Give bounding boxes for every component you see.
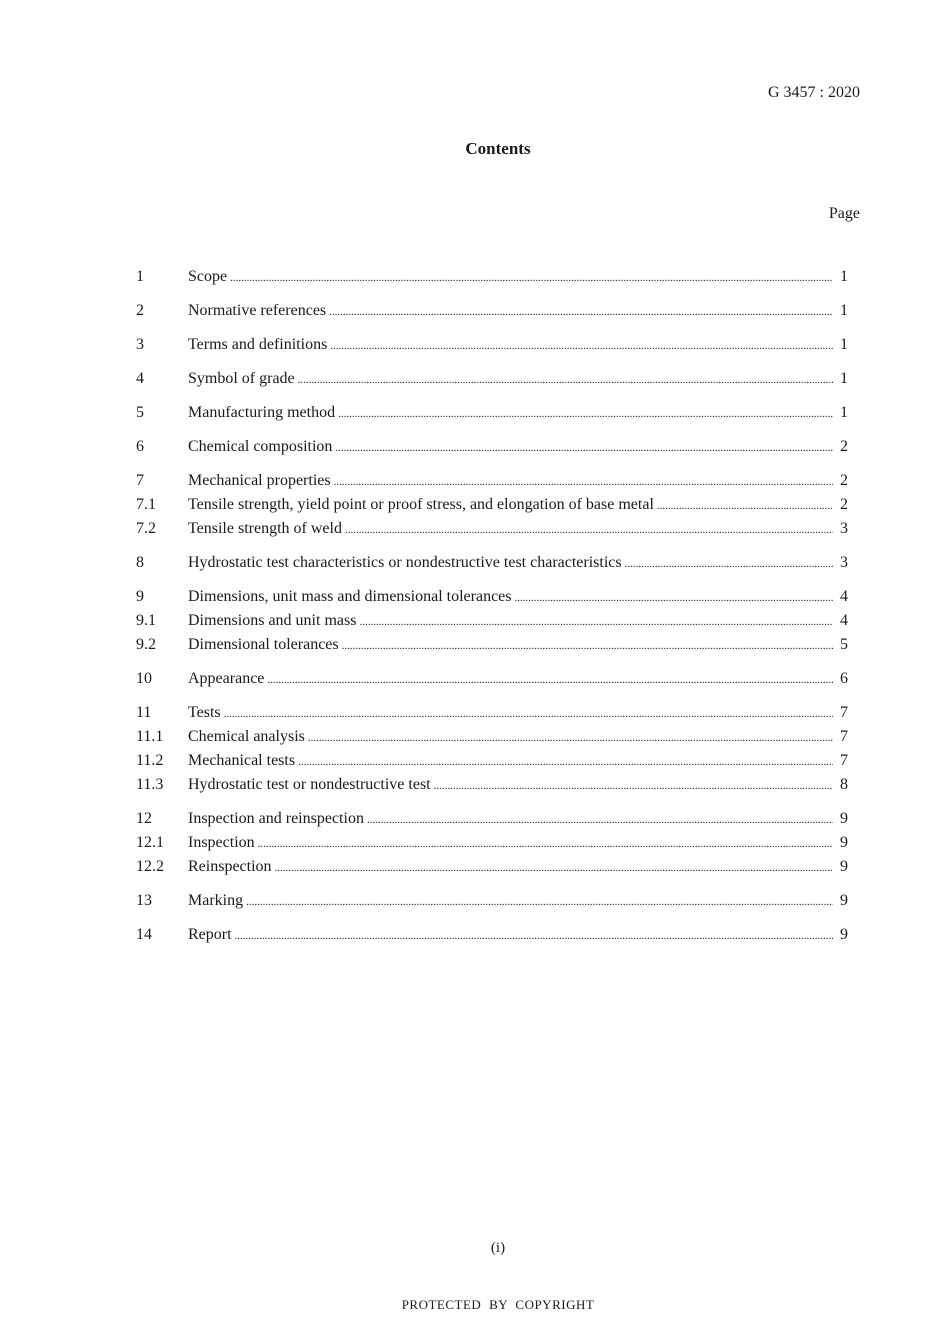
- toc-entry-number: 14: [136, 926, 152, 943]
- dot-leader: [275, 855, 833, 880]
- toc-entry-title[interactable]: Tensile strength of weld: [188, 520, 342, 537]
- toc-entry-number: 12.2: [136, 858, 164, 875]
- toc-entry[interactable]: [136, 299, 848, 323]
- dot-leader: [334, 469, 833, 494]
- toc-entry-page: 1: [840, 404, 848, 421]
- toc-entry[interactable]: [136, 701, 848, 725]
- toc-entry[interactable]: [136, 333, 848, 357]
- toc-entry-title[interactable]: Mechanical properties: [188, 472, 331, 489]
- toc-entry-number: 7: [136, 472, 144, 489]
- toc-entry[interactable]: [136, 889, 848, 913]
- dot-leader: [335, 435, 833, 460]
- toc-entry-title[interactable]: Report: [188, 926, 232, 943]
- toc-entry-title[interactable]: Appearance: [188, 670, 265, 687]
- dot-leader: [342, 633, 833, 658]
- toc-entry-title[interactable]: Dimensions and unit mass: [188, 612, 357, 629]
- toc-entry-page: 9: [840, 926, 848, 943]
- dot-leader: [258, 831, 833, 856]
- toc-entry-page: 1: [840, 302, 848, 319]
- toc-entry-number: 9.1: [136, 612, 156, 629]
- page-title: Contents: [465, 139, 531, 158]
- dot-leader: [657, 493, 833, 518]
- toc-entry-title[interactable]: Reinspection: [188, 858, 272, 875]
- toc-entry-page: 2: [840, 438, 848, 455]
- standard-code: G 3457 : 2020: [768, 84, 860, 101]
- dot-leader: [625, 551, 833, 576]
- dot-leader: [329, 299, 833, 324]
- toc-entry-page: 9: [840, 858, 848, 875]
- toc-entry-number: 8: [136, 554, 144, 571]
- dot-leader: [330, 333, 833, 358]
- dot-leader: [298, 749, 833, 774]
- toc-entry-title[interactable]: Tests: [188, 704, 221, 721]
- toc-entry-page: 7: [840, 704, 848, 721]
- toc-entry-title[interactable]: Chemical analysis: [188, 728, 305, 745]
- toc-entry-page: 4: [840, 588, 848, 605]
- toc-entry-title[interactable]: Terms and definitions: [188, 336, 328, 353]
- toc-entry[interactable]: [136, 469, 848, 493]
- toc-entry[interactable]: [136, 831, 848, 855]
- toc-entry[interactable]: [136, 807, 848, 831]
- toc-entry-title[interactable]: Chemical composition: [188, 438, 333, 455]
- toc-entry-page: 4: [840, 612, 848, 629]
- dot-leader: [267, 667, 833, 692]
- toc-entry-page: 2: [840, 496, 848, 513]
- toc-entry-title[interactable]: Hydrostatic test or nondestructive test: [188, 776, 431, 793]
- toc-entry-number: 11: [136, 704, 152, 721]
- dot-leader: [308, 725, 833, 750]
- toc-entry-title[interactable]: Inspection: [188, 834, 255, 851]
- footer-page-number: (i): [490, 1240, 506, 1256]
- toc-entry-page: 9: [840, 810, 848, 827]
- toc-entry-title[interactable]: Dimensional tolerances: [188, 636, 339, 653]
- toc-entry-page: 7: [840, 728, 848, 745]
- toc-entry-number: 12: [136, 810, 152, 827]
- toc-entry-number: 3: [136, 336, 144, 353]
- toc-entry-title[interactable]: Hydrostatic test characteristics or nondestructive test characteristics: [188, 554, 622, 571]
- toc-entry[interactable]: [136, 551, 848, 575]
- toc-entry-number: 1: [136, 268, 144, 285]
- toc-entry-number: 11.1: [136, 728, 164, 745]
- dot-leader: [367, 807, 833, 832]
- toc-entry[interactable]: [136, 585, 848, 609]
- toc-entry-number: 12.1: [136, 834, 164, 851]
- table-of-contents: [136, 265, 848, 947]
- toc-entry[interactable]: [136, 401, 848, 425]
- toc-entry-number: 11.3: [136, 776, 164, 793]
- toc-entry-title[interactable]: Scope: [188, 268, 228, 285]
- toc-entry-number: 6: [136, 438, 144, 455]
- dot-leader: [359, 609, 833, 634]
- toc-entry-number: 9.2: [136, 636, 156, 653]
- toc-entry[interactable]: [136, 773, 848, 797]
- toc-entry-title[interactable]: Symbol of grade: [188, 370, 295, 387]
- toc-entry[interactable]: [136, 517, 848, 541]
- toc-entry-number: 7.2: [136, 520, 156, 537]
- toc-entry[interactable]: [136, 609, 848, 633]
- toc-entry-title[interactable]: Dimensions, unit mass and dimensional tolerances: [188, 588, 512, 605]
- toc-entry-page: 1: [840, 370, 848, 387]
- dot-leader: [224, 701, 833, 726]
- toc-entry-number: 9: [136, 588, 144, 605]
- toc-entry-page: 9: [840, 892, 848, 909]
- toc-entry-title[interactable]: Manufacturing method: [188, 404, 336, 421]
- toc-entry-title[interactable]: Normative references: [188, 302, 327, 319]
- dot-leader: [515, 585, 834, 610]
- toc-entry-number: 11.2: [136, 752, 164, 769]
- toc-entry-title[interactable]: Inspection and reinspection: [188, 810, 364, 827]
- toc-entry-page: 5: [840, 636, 848, 653]
- toc-entry-page: 2: [840, 472, 848, 489]
- toc-entry-number: 5: [136, 404, 144, 421]
- dot-leader: [338, 401, 833, 426]
- toc-entry-page: 7: [840, 752, 848, 769]
- toc-entry-page: 3: [840, 520, 848, 537]
- toc-entry-page: 6: [840, 670, 848, 687]
- toc-entry[interactable]: [136, 435, 848, 459]
- toc-entry[interactable]: [136, 749, 848, 773]
- toc-entry[interactable]: [136, 367, 848, 391]
- toc-entry[interactable]: [136, 265, 848, 289]
- toc-entry[interactable]: [136, 633, 848, 657]
- toc-entry[interactable]: [136, 667, 848, 691]
- toc-entry-page: 1: [840, 268, 848, 285]
- toc-entry-title[interactable]: Marking: [188, 892, 244, 909]
- toc-entry-page: 1: [840, 336, 848, 353]
- toc-entry-number: 4: [136, 370, 144, 387]
- dot-leader: [230, 265, 833, 290]
- toc-entry-page: 3: [840, 554, 848, 571]
- toc-entry-page: 9: [840, 834, 848, 851]
- toc-entry-number: 7.1: [136, 496, 156, 513]
- copyright-notice: PROTECTED BY COPYRIGHT: [401, 1297, 595, 1312]
- toc-entry-number: 2: [136, 302, 144, 319]
- toc-entry-number: 10: [136, 670, 152, 687]
- toc-entry[interactable]: [136, 855, 848, 879]
- dot-leader: [235, 923, 833, 948]
- dot-leader: [345, 517, 833, 542]
- toc-entry[interactable]: [136, 493, 848, 517]
- dot-leader: [298, 367, 833, 392]
- toc-entry-title[interactable]: Mechanical tests: [188, 752, 296, 769]
- toc-entry-number: 13: [136, 892, 152, 909]
- page-column-label: Page: [828, 205, 860, 222]
- toc-entry[interactable]: [136, 725, 848, 749]
- toc-entry[interactable]: [136, 923, 848, 947]
- dot-leader: [246, 889, 833, 914]
- toc-entry-page: 8: [840, 776, 848, 793]
- dot-leader: [434, 773, 833, 798]
- toc-entry-title[interactable]: Tensile strength, yield point or proof stress, and elongation of base metal: [188, 496, 654, 513]
